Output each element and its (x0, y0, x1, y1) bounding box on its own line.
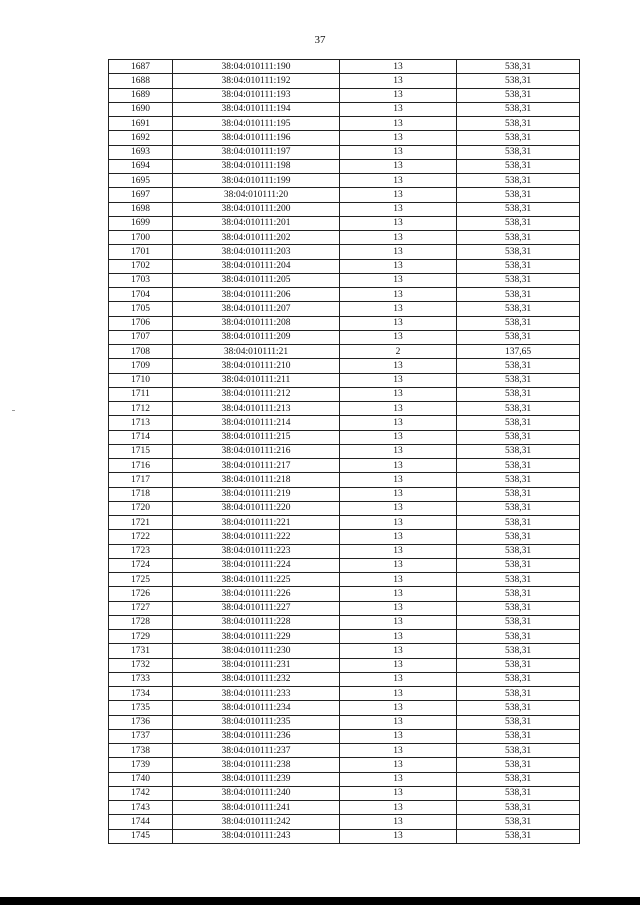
quantity-cell: 13 (340, 174, 457, 188)
row-number-cell: 1723 (109, 544, 173, 558)
cadastral-number-cell: 38:04:010111:195 (173, 117, 340, 131)
cadastral-number-cell: 38:04:010111:233 (173, 687, 340, 701)
area-cell: 538,31 (457, 658, 580, 672)
area-cell: 538,31 (457, 772, 580, 786)
row-number-cell: 1693 (109, 145, 173, 159)
quantity-cell: 13 (340, 288, 457, 302)
table-row (109, 615, 580, 629)
table-row (109, 131, 580, 145)
quantity-cell: 13 (340, 758, 457, 772)
table-row (109, 444, 580, 458)
quantity-cell: 13 (340, 159, 457, 173)
row-number-cell: 1736 (109, 715, 173, 729)
cadastral-number-cell: 38:04:010111:221 (173, 516, 340, 530)
area-cell: 538,31 (457, 715, 580, 729)
quantity-cell: 13 (340, 402, 457, 416)
quantity-cell: 13 (340, 544, 457, 558)
table-row (109, 729, 580, 743)
table-row (109, 188, 580, 202)
area-cell: 538,31 (457, 558, 580, 572)
cadastral-number-cell: 38:04:010111:197 (173, 145, 340, 159)
cadastral-number-cell: 38:04:010111:242 (173, 815, 340, 829)
quantity-cell: 13 (340, 245, 457, 259)
quantity-cell: 13 (340, 501, 457, 515)
quantity-cell: 13 (340, 145, 457, 159)
quantity-cell: 13 (340, 387, 457, 401)
table-row (109, 216, 580, 230)
area-cell: 538,31 (457, 145, 580, 159)
row-number-cell: 1700 (109, 231, 173, 245)
area-cell: 538,31 (457, 202, 580, 216)
cadastral-number-cell: 38:04:010111:190 (173, 60, 340, 74)
row-number-cell: 1713 (109, 416, 173, 430)
table-row (109, 345, 580, 359)
row-number-cell: 1738 (109, 744, 173, 758)
area-cell: 538,31 (457, 245, 580, 259)
cadastral-number-cell: 38:04:010111:234 (173, 701, 340, 715)
cadastral-number-cell: 38:04:010111:225 (173, 573, 340, 587)
area-cell: 538,31 (457, 402, 580, 416)
table-row (109, 786, 580, 800)
area-cell: 538,31 (457, 174, 580, 188)
table-row (109, 402, 580, 416)
row-number-cell: 1688 (109, 74, 173, 88)
quantity-cell: 13 (340, 744, 457, 758)
row-number-cell: 1690 (109, 102, 173, 116)
quantity-cell: 13 (340, 74, 457, 88)
table-row (109, 302, 580, 316)
area-cell: 538,31 (457, 815, 580, 829)
quantity-cell: 13 (340, 473, 457, 487)
row-number-cell: 1707 (109, 330, 173, 344)
cadastral-number-cell: 38:04:010111:219 (173, 487, 340, 501)
parcel-table (108, 59, 580, 844)
quantity-cell: 13 (340, 701, 457, 715)
row-number-cell: 1715 (109, 444, 173, 458)
table-row (109, 658, 580, 672)
row-number-cell: 1729 (109, 630, 173, 644)
area-cell: 538,31 (457, 159, 580, 173)
area-cell: 538,31 (457, 444, 580, 458)
area-cell: 538,31 (457, 615, 580, 629)
cadastral-number-cell: 38:04:010111:202 (173, 231, 340, 245)
row-number-cell: 1737 (109, 729, 173, 743)
quantity-cell: 13 (340, 202, 457, 216)
cadastral-number-cell: 38:04:010111:204 (173, 259, 340, 273)
quantity-cell: 13 (340, 687, 457, 701)
row-number-cell: 1720 (109, 501, 173, 515)
table-row (109, 231, 580, 245)
cadastral-number-cell: 38:04:010111:200 (173, 202, 340, 216)
cadastral-number-cell: 38:04:010111:20 (173, 188, 340, 202)
quantity-cell: 13 (340, 573, 457, 587)
table-row (109, 630, 580, 644)
quantity-cell: 13 (340, 117, 457, 131)
quantity-cell: 13 (340, 729, 457, 743)
row-number-cell: 1698 (109, 202, 173, 216)
row-number-cell: 1743 (109, 801, 173, 815)
table-row (109, 758, 580, 772)
table-row (109, 316, 580, 330)
cadastral-number-cell: 38:04:010111:210 (173, 359, 340, 373)
table-row (109, 501, 580, 515)
quantity-cell: 13 (340, 630, 457, 644)
area-cell: 538,31 (457, 687, 580, 701)
area-cell: 538,31 (457, 473, 580, 487)
row-number-cell: 1740 (109, 772, 173, 786)
table-row (109, 473, 580, 487)
quantity-cell: 13 (340, 786, 457, 800)
cadastral-number-cell: 38:04:010111:238 (173, 758, 340, 772)
area-cell: 538,31 (457, 601, 580, 615)
area-cell: 538,31 (457, 672, 580, 686)
row-number-cell: 1739 (109, 758, 173, 772)
cadastral-number-cell: 38:04:010111:196 (173, 131, 340, 145)
cadastral-number-cell: 38:04:010111:208 (173, 316, 340, 330)
row-number-cell: 1699 (109, 216, 173, 230)
row-number-cell: 1689 (109, 88, 173, 102)
area-cell: 538,31 (457, 786, 580, 800)
table-row (109, 273, 580, 287)
row-number-cell: 1726 (109, 587, 173, 601)
table-row (109, 829, 580, 843)
cadastral-number-cell: 38:04:010111:224 (173, 558, 340, 572)
row-number-cell: 1705 (109, 302, 173, 316)
cadastral-number-cell: 38:04:010111:21 (173, 345, 340, 359)
quantity-cell: 13 (340, 558, 457, 572)
quantity-cell: 13 (340, 530, 457, 544)
quantity-cell: 13 (340, 801, 457, 815)
row-number-cell: 1697 (109, 188, 173, 202)
area-cell: 538,31 (457, 302, 580, 316)
page-number: 37 (314, 34, 326, 46)
area-cell: 538,31 (457, 60, 580, 74)
row-number-cell: 1702 (109, 259, 173, 273)
row-number-cell: 1727 (109, 601, 173, 615)
cadastral-number-cell: 38:04:010111:209 (173, 330, 340, 344)
row-number-cell: 1709 (109, 359, 173, 373)
parcel-table-body (109, 60, 580, 844)
area-cell: 538,31 (457, 459, 580, 473)
row-number-cell: 1695 (109, 174, 173, 188)
area-cell: 538,31 (457, 630, 580, 644)
quantity-cell: 13 (340, 131, 457, 145)
cadastral-number-cell: 38:04:010111:205 (173, 273, 340, 287)
table-row (109, 801, 580, 815)
area-cell: 538,31 (457, 316, 580, 330)
table-row (109, 359, 580, 373)
row-number-cell: 1703 (109, 273, 173, 287)
table-row (109, 245, 580, 259)
quantity-cell: 13 (340, 601, 457, 615)
area-cell: 538,31 (457, 74, 580, 88)
quantity-cell: 13 (340, 430, 457, 444)
area-cell: 538,31 (457, 88, 580, 102)
table-row (109, 516, 580, 530)
table-row (109, 387, 580, 401)
area-cell: 538,31 (457, 387, 580, 401)
cadastral-number-cell: 38:04:010111:232 (173, 672, 340, 686)
table-row (109, 644, 580, 658)
row-number-cell: 1744 (109, 815, 173, 829)
area-cell: 538,31 (457, 231, 580, 245)
quantity-cell: 13 (340, 715, 457, 729)
cadastral-number-cell: 38:04:010111:201 (173, 216, 340, 230)
quantity-cell: 13 (340, 88, 457, 102)
table-row (109, 373, 580, 387)
cadastral-number-cell: 38:04:010111:241 (173, 801, 340, 815)
cadastral-number-cell: 38:04:010111:226 (173, 587, 340, 601)
cadastral-number-cell: 38:04:010111:220 (173, 501, 340, 515)
cadastral-number-cell: 38:04:010111:223 (173, 544, 340, 558)
area-cell: 538,31 (457, 373, 580, 387)
cadastral-number-cell: 38:04:010111:237 (173, 744, 340, 758)
table-row (109, 74, 580, 88)
table-row (109, 288, 580, 302)
table-row (109, 772, 580, 786)
quantity-cell: 13 (340, 615, 457, 629)
quantity-cell: 13 (340, 516, 457, 530)
row-number-cell: 1735 (109, 701, 173, 715)
row-number-cell: 1691 (109, 117, 173, 131)
cadastral-number-cell: 38:04:010111:228 (173, 615, 340, 629)
area-cell: 538,31 (457, 259, 580, 273)
row-number-cell: 1732 (109, 658, 173, 672)
quantity-cell: 13 (340, 231, 457, 245)
quantity-cell: 13 (340, 459, 457, 473)
table-row (109, 701, 580, 715)
table-row (109, 487, 580, 501)
quantity-cell: 13 (340, 672, 457, 686)
table-row (109, 558, 580, 572)
table-row (109, 174, 580, 188)
area-cell: 538,31 (457, 516, 580, 530)
row-number-cell: 1710 (109, 373, 173, 387)
quantity-cell: 13 (340, 658, 457, 672)
quantity-cell: 13 (340, 216, 457, 230)
cadastral-number-cell: 38:04:010111:194 (173, 102, 340, 116)
quantity-cell: 13 (340, 188, 457, 202)
area-cell: 538,31 (457, 131, 580, 145)
cadastral-number-cell: 38:04:010111:243 (173, 829, 340, 843)
area-cell: 538,31 (457, 102, 580, 116)
cadastral-number-cell: 38:04:010111:207 (173, 302, 340, 316)
table-row (109, 430, 580, 444)
table-row (109, 587, 580, 601)
area-cell: 538,31 (457, 501, 580, 515)
table-row (109, 601, 580, 615)
row-number-cell: 1724 (109, 558, 173, 572)
table-row (109, 259, 580, 273)
table-row (109, 88, 580, 102)
row-number-cell: 1694 (109, 159, 173, 173)
area-cell: 538,31 (457, 644, 580, 658)
table-row (109, 459, 580, 473)
cadastral-number-cell: 38:04:010111:218 (173, 473, 340, 487)
table-row (109, 715, 580, 729)
area-cell: 538,31 (457, 487, 580, 501)
row-number-cell: 1721 (109, 516, 173, 530)
area-cell: 538,31 (457, 216, 580, 230)
quantity-cell: 13 (340, 273, 457, 287)
table-row (109, 687, 580, 701)
row-number-cell: 1722 (109, 530, 173, 544)
table-row (109, 159, 580, 173)
area-cell: 538,31 (457, 416, 580, 430)
quantity-cell: 13 (340, 444, 457, 458)
row-number-cell: 1733 (109, 672, 173, 686)
cadastral-number-cell: 38:04:010111:217 (173, 459, 340, 473)
row-number-cell: 1731 (109, 644, 173, 658)
row-number-cell: 1706 (109, 316, 173, 330)
area-cell: 538,31 (457, 330, 580, 344)
area-cell: 137,65 (457, 345, 580, 359)
cadastral-number-cell: 38:04:010111:229 (173, 630, 340, 644)
cadastral-number-cell: 38:04:010111:230 (173, 644, 340, 658)
table-row (109, 744, 580, 758)
cadastral-number-cell: 38:04:010111:212 (173, 387, 340, 401)
row-number-cell: 1734 (109, 687, 173, 701)
table-row (109, 145, 580, 159)
cadastral-number-cell: 38:04:010111:203 (173, 245, 340, 259)
quantity-cell: 13 (340, 644, 457, 658)
cadastral-number-cell: 38:04:010111:215 (173, 430, 340, 444)
cadastral-number-cell: 38:04:010111:211 (173, 373, 340, 387)
quantity-cell: 13 (340, 416, 457, 430)
area-cell: 538,31 (457, 573, 580, 587)
quantity-cell: 2 (340, 345, 457, 359)
quantity-cell: 13 (340, 815, 457, 829)
row-number-cell: 1728 (109, 615, 173, 629)
row-number-cell: 1716 (109, 459, 173, 473)
quantity-cell: 13 (340, 302, 457, 316)
quantity-cell: 13 (340, 829, 457, 843)
row-number-cell: 1692 (109, 131, 173, 145)
row-number-cell: 1714 (109, 430, 173, 444)
area-cell: 538,31 (457, 587, 580, 601)
area-cell: 538,31 (457, 359, 580, 373)
quantity-cell: 13 (340, 772, 457, 786)
cadastral-number-cell: 38:04:010111:240 (173, 786, 340, 800)
area-cell: 538,31 (457, 544, 580, 558)
row-number-cell: 1708 (109, 345, 173, 359)
table-row (109, 330, 580, 344)
area-cell: 538,31 (457, 288, 580, 302)
table-row (109, 416, 580, 430)
table-row (109, 815, 580, 829)
cadastral-number-cell: 38:04:010111:192 (173, 74, 340, 88)
row-number-cell: 1725 (109, 573, 173, 587)
row-number-cell: 1701 (109, 245, 173, 259)
cadastral-number-cell: 38:04:010111:227 (173, 601, 340, 615)
quantity-cell: 13 (340, 487, 457, 501)
area-cell: 538,31 (457, 430, 580, 444)
table-row (109, 117, 580, 131)
quantity-cell: 13 (340, 102, 457, 116)
table-row (109, 544, 580, 558)
row-number-cell: 1712 (109, 402, 173, 416)
cadastral-number-cell: 38:04:010111:235 (173, 715, 340, 729)
row-number-cell: 1711 (109, 387, 173, 401)
scan-mark (12, 410, 15, 411)
row-number-cell: 1687 (109, 60, 173, 74)
table-row (109, 573, 580, 587)
cadastral-number-cell: 38:04:010111:231 (173, 658, 340, 672)
quantity-cell: 13 (340, 259, 457, 273)
cadastral-number-cell: 38:04:010111:193 (173, 88, 340, 102)
cadastral-number-cell: 38:04:010111:239 (173, 772, 340, 786)
area-cell: 538,31 (457, 801, 580, 815)
scan-bottom-edge (0, 897, 640, 905)
area-cell: 538,31 (457, 188, 580, 202)
cadastral-number-cell: 38:04:010111:206 (173, 288, 340, 302)
area-cell: 538,31 (457, 530, 580, 544)
quantity-cell: 13 (340, 373, 457, 387)
quantity-cell: 13 (340, 330, 457, 344)
row-number-cell: 1718 (109, 487, 173, 501)
table-row (109, 202, 580, 216)
area-cell: 538,31 (457, 117, 580, 131)
area-cell: 538,31 (457, 758, 580, 772)
area-cell: 538,31 (457, 829, 580, 843)
cadastral-number-cell: 38:04:010111:198 (173, 159, 340, 173)
table-row (109, 530, 580, 544)
row-number-cell: 1745 (109, 829, 173, 843)
row-number-cell: 1704 (109, 288, 173, 302)
cadastral-number-cell: 38:04:010111:236 (173, 729, 340, 743)
quantity-cell: 13 (340, 316, 457, 330)
area-cell: 538,31 (457, 729, 580, 743)
cadastral-number-cell: 38:04:010111:222 (173, 530, 340, 544)
table-row (109, 102, 580, 116)
row-number-cell: 1742 (109, 786, 173, 800)
area-cell: 538,31 (457, 701, 580, 715)
area-cell: 538,31 (457, 273, 580, 287)
quantity-cell: 13 (340, 359, 457, 373)
quantity-cell: 13 (340, 587, 457, 601)
cadastral-number-cell: 38:04:010111:214 (173, 416, 340, 430)
cadastral-number-cell: 38:04:010111:216 (173, 444, 340, 458)
cadastral-number-cell: 38:04:010111:199 (173, 174, 340, 188)
table-row (109, 60, 580, 74)
table-row (109, 672, 580, 686)
cadastral-number-cell: 38:04:010111:213 (173, 402, 340, 416)
row-number-cell: 1717 (109, 473, 173, 487)
quantity-cell: 13 (340, 60, 457, 74)
area-cell: 538,31 (457, 744, 580, 758)
